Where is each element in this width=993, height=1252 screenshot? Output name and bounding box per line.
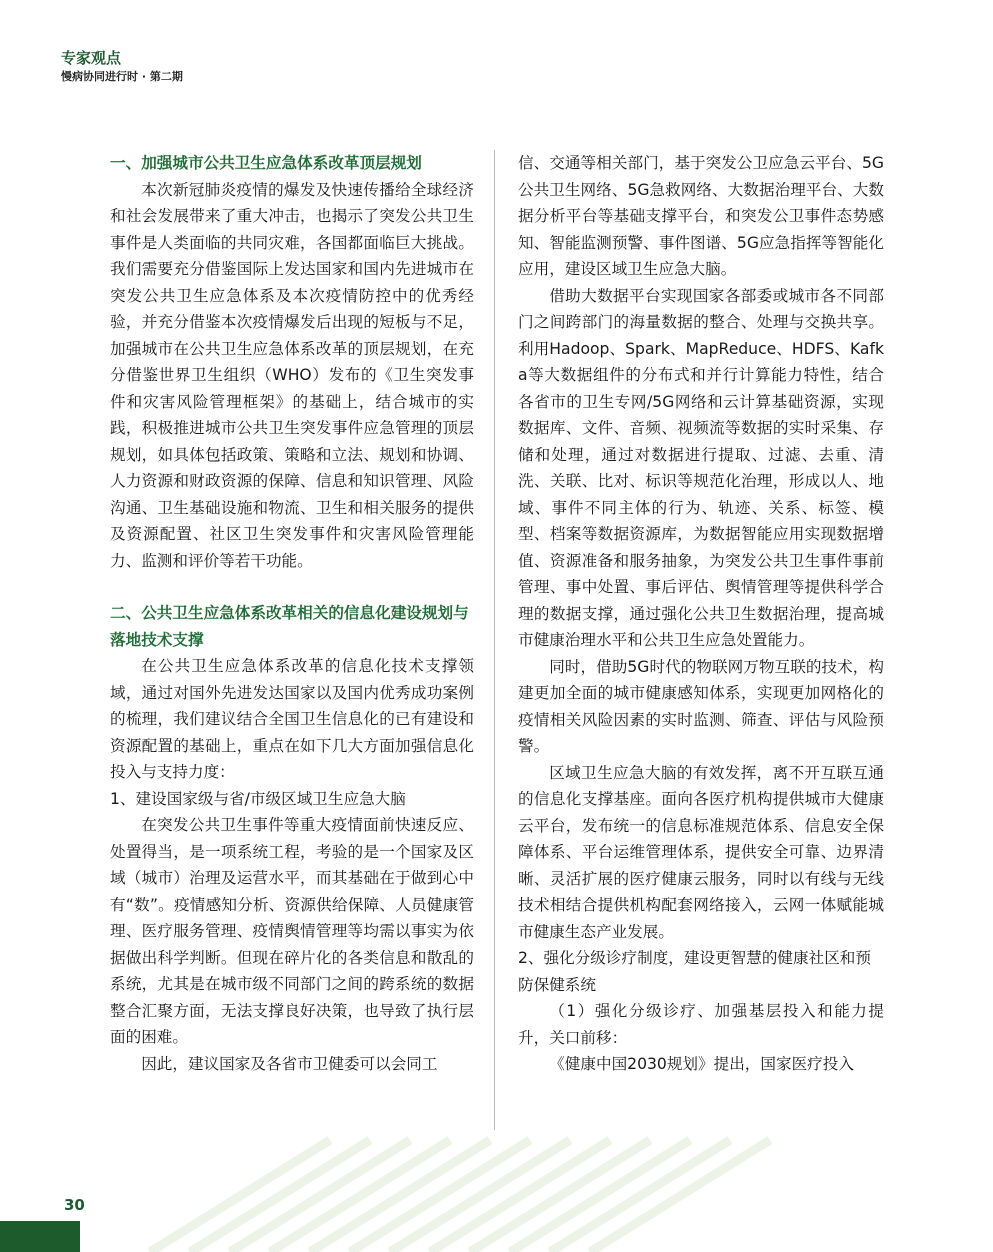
header-subtitle: 慢病协同进行时 · 第二期 <box>61 70 183 83</box>
section-2-title: 二、公共卫生应急体系改革相关的信息化建设规划与落地技术支撑 <box>110 604 469 649</box>
subsection-2-paragraph-1: （1）强化分级诊疗、加强基层投入和能力提升，关口前移： <box>518 1002 884 1047</box>
subsection-1-paragraph-2: 因此，建议国家及各省市卫健委可以会同工 <box>141 1054 438 1073</box>
page-header <box>61 48 183 85</box>
right-column <box>518 150 884 1078</box>
footer-green-bar <box>0 1221 80 1252</box>
left-column <box>110 150 474 1077</box>
big-data-paragraph: 借助大数据平台实现国家各部委或城市各不同部门之间跨部门的海量数据的整合、处理与交换共享。利用Hadoop、Spark、MapReduce、HDFS、Kafka等大数据组件的分布式和并行计算能力特性，结合各省市的卫生专网/5G网络和云计算基础资源，实现数据库、文件、音频、视频流等数据的实时采集、存储和处理，通过对数据进行提取、过滤、去重、清洗、关联、比对、标识等规范化治理，形成以人、地域、事件不同主体的行为、轨迹、关系、标签、模型、档案等数据资源库，为数据智能应用实现数据增值、资源准备和服务抽象，为突发公共卫生事件事前管理、事中处置、事后评估、舆情管理等提供科学合理的数据支撑，通过强化公共卫生数据治理，提高城市健康治理水平和公共卫生应急处置能力。 <box>518 286 884 649</box>
subsection-1-title: 1、建设国家级与省/市级区域卫生应急大脑 <box>110 789 406 808</box>
page-number: 30 <box>64 1196 85 1214</box>
cloud-platform-paragraph: 区域卫生应急大脑的有效发挥，离不开互联互通的信息化支撑基座。面向各医疗机构提供城市大健康云平台，发布统一的信息标准规范体系、信息安全保障体系、平台运维管理体系，提供安全可靠、边界清晰、灵活扩展的医疗健康云服务，同时以有线与无线技术相结合提供机构配套网络接入，云网一体赋能城市健康生态产业发展。 <box>518 763 884 941</box>
continued-paragraph: 信、交通等相关部门，基于突发公卫应急云平台、5G公共卫生网络、5G急救网络、大数据治理平台、大数据分析平台等基础支撑平台，和突发公卫事件态势感知、智能监测预警、事件图谱、5G应急指挥等智能化应用，建设区域卫生应急大脑。 <box>518 154 884 278</box>
subsection-1-paragraph-1: 在突发公共卫生事件等重大疫情面前快速反应、处置得当，是一项系统工程，考验的是一个国家及区域（城市）治理及运营水平，而其基础在于做到心中有“数”。疫情感知分析、资源供给保障、人员健康管理、医疗服务管理、疫情舆情管理等均需以事实为依据做出科学判断。但现在碎片化的各类信息和散乱的系统，尤其是在城市级不同部门之间的跨系统的数据整合汇聚方面，无法支撑良好决策，也导致了执行层面的困难。 <box>110 816 474 1046</box>
column-divider <box>494 150 495 1130</box>
section-1-title: 一、加强城市公共卫生应急体系改革顶层规划 <box>110 154 422 172</box>
subsection-2-paragraph-2: 《健康中国2030规划》提出，国家医疗投入 <box>549 1055 854 1073</box>
section-1-paragraph: 本次新冠肺炎疫情的爆发及快速传播给全球经济和社会发展带来了重大冲击，也揭示了突发公共卫生事件是人类面临的共同灾难，各国都面临巨大挑战。我们需要充分借鉴国际上发达国家和国内先进城市在突发公共卫生应急体系及本次疫情防控中的优秀经验，并充分借鉴本次疫情爆发后出现的短板与不足，加强城市在公共卫生应急体系改革的顶层规划，在充分借鉴世界卫生组织（WHO）发布的《卫生突发事件和灾害风险管理框架》的基础上，结合城市的实践，积极推进城市公共卫生突发事件应急管理的顶层规划，如具体包括政策、策略和立法、规划和协调、人力资源和财政资源的保障、信息和知识管理、风险沟通、卫生基础设施和物流、卫生和相关服务的提供及资源配置、社区卫生突发事件和灾害风险管理能力、监测和评价等若干功能。 <box>110 180 474 570</box>
subsection-2-title: 2、强化分级诊疗制度，建设更智慧的健康社区和预防保健系统 <box>518 949 871 994</box>
5g-iot-paragraph: 同时，借助5G时代的物联网万物互联的技术，构建更加全面的城市健康感知体系，实现更加网格化的疫情相关风险因素的实时监测、筛查、评估与风险预警。 <box>518 657 884 755</box>
header-title: 专家观点 <box>61 49 122 67</box>
section-2-paragraph: 在公共卫生应急体系改革的信息化技术支撑领域，通过对国外先进发达国家以及国内优秀成功案例的梳理，我们建议结合全国卫生信息化的已有建设和资源配置的基础上，重点在如下几大方面加强信息化投入与支持力度： <box>110 657 474 781</box>
